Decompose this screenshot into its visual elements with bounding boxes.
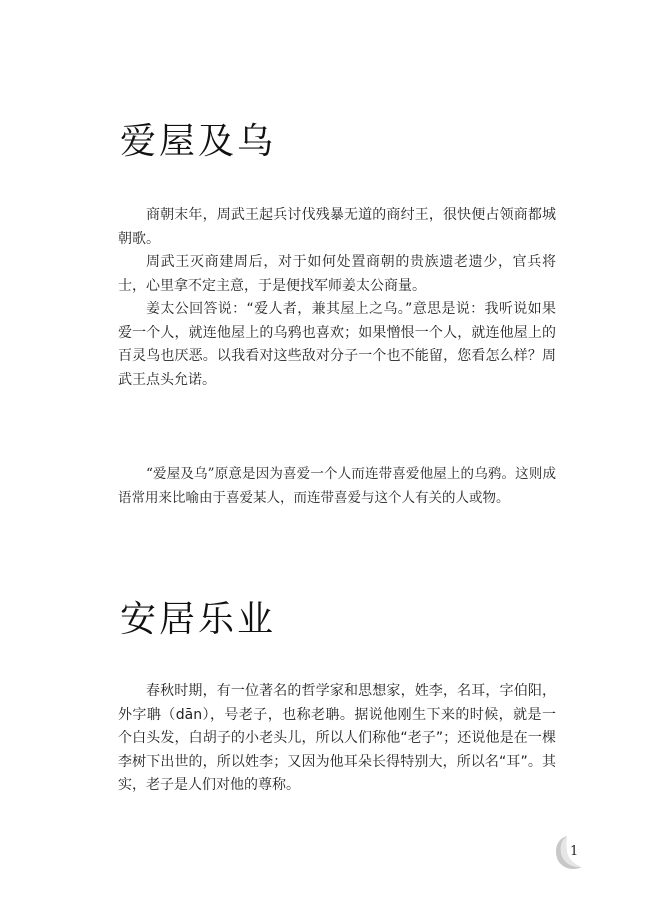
page-number-badge [550,832,590,872]
story-paragraph: 周武王灭商建周后，对于如何处置商朝的贵族遗老遗少，官兵将士，心里拿不定主意，于是便找军师姜太公商量。 [118,254,556,294]
story-paragraph: 春秋时期，有一位著名的哲学家和思想家，姓李，名耳，字伯阳，外字聃（dān），号老子，也称老聃。据说他刚生下来的时候，就是一个白头发，白胡子的小老头儿，所以人们称他“老子”；还说他是在一棵李树下出世的，所以姓李；又因为他耳朵长得特别大，所以名“耳”。其实，老子是人们对他的尊称。 [118,683,556,793]
story-text [118,680,556,798]
story-text [118,204,556,392]
page-number: 1 [570,844,579,859]
story-paragraph: 商朝末年，周武王起兵讨伐残暴无道的商纣王，很快便占领商都城朝歌。 [118,207,556,247]
section-title: 爱屋及乌 [120,121,277,162]
explanation-paragraph: “爱屋及乌”原意是因为喜爱一个人而连带喜爱他屋上的乌鸦。这则成语常用来比喻由于喜爱某人，而连带喜爱与这个人有关的人或物。 [118,466,556,506]
story-paragraph: 姜太公回答说：“爱人者，兼其屋上之乌。”意思是说：我听说如果爱一个人，就连他屋上的乌鸦也喜欢；如果憎恨一个人，就连他屋上的百灵鸟也厌恶。以我看对这些敌对分子一个也不能留，您看怎么样？周武王点头允诺。 [118,301,556,388]
section-title: 安居乐业 [120,599,277,640]
idiom-explanation [118,462,556,510]
